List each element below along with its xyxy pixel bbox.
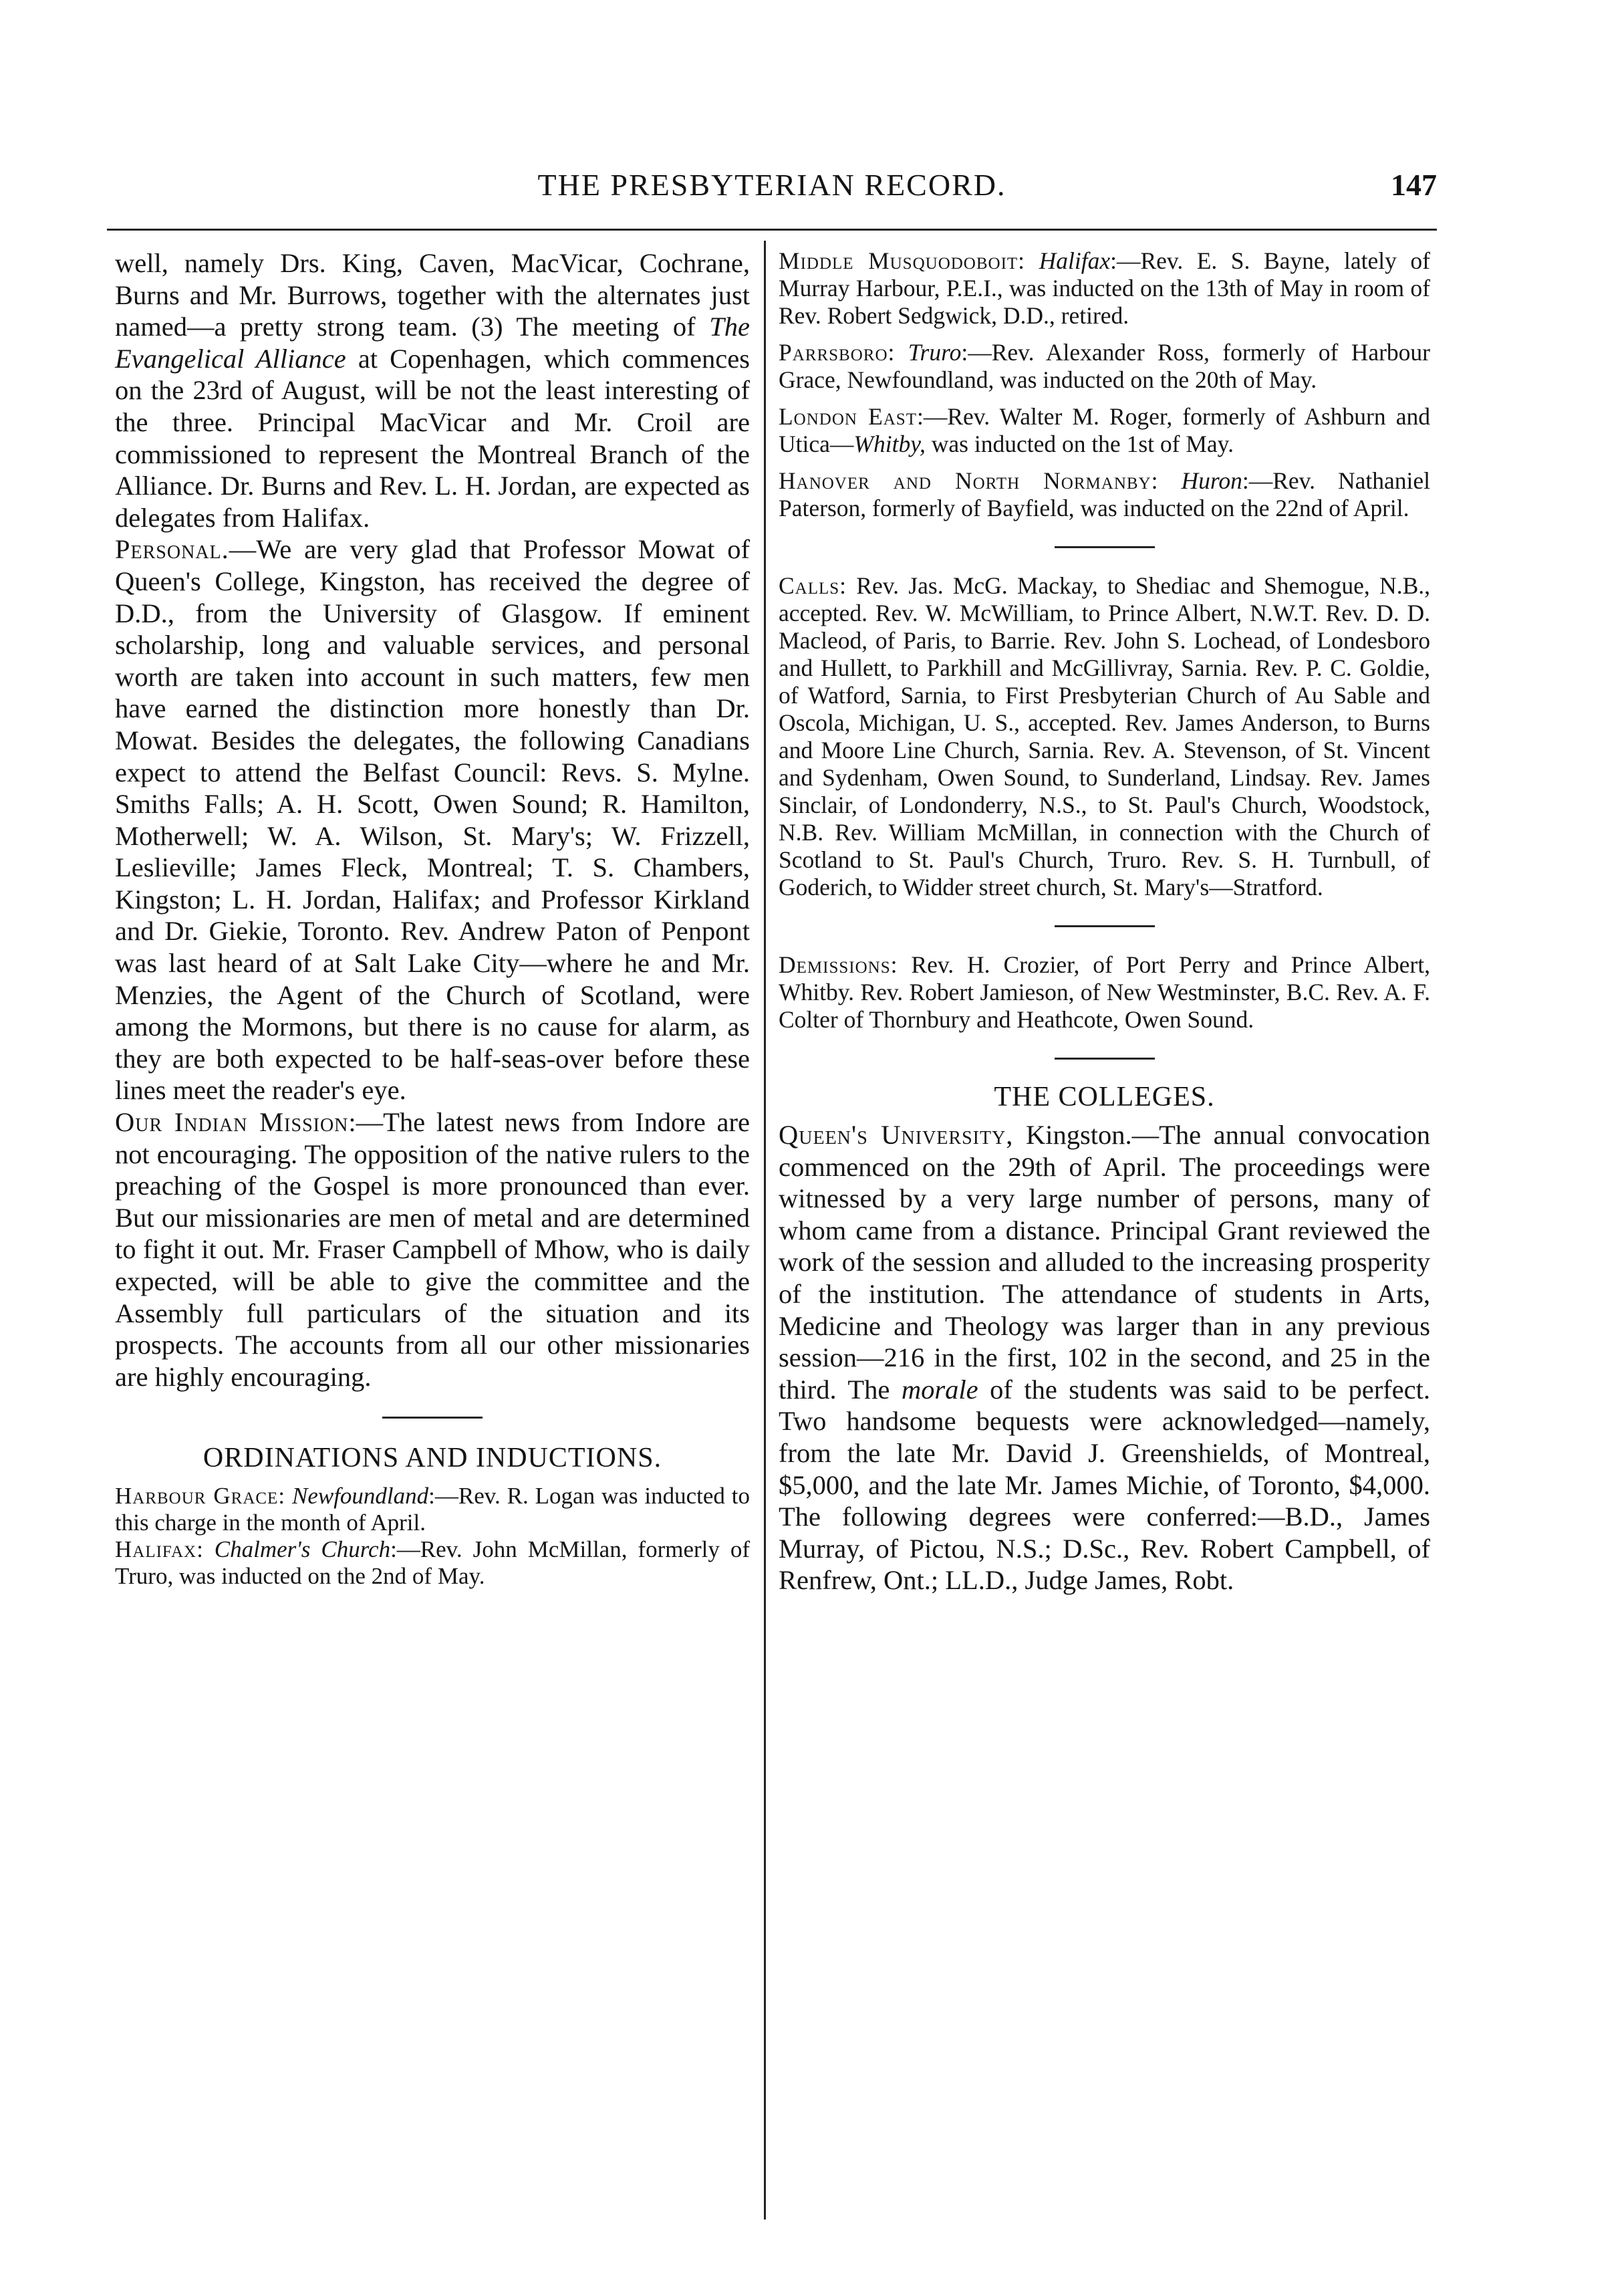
section-rule (1055, 1058, 1155, 1060)
section-rule (1055, 925, 1155, 927)
right-column (779, 247, 1430, 1596)
entry-london-east: London East:—Rev. Walter M. Roger, formerly of Ashburn and Utica—Whitby, was inducted on the 1st of May. (779, 403, 1430, 457)
paragraph-alliance: well, namely Drs. King, Caven, MacVicar, Cochrane, Burns and Mr. Burrows, together with the alternates just named—a pretty strong team. (3) The meeting of The Evangelical Alliance at Copenhagen, which commences on the 23rd of August, will be not the least interesting of the three. Principal MacVicar and Mr. Croil are commissioned to represent the Montreal Branch of the Alliance. Dr. Burns and Rev. L. H. Jordan, are expected as delegates from Halifax. (115, 248, 750, 533)
running-title: THE PRESBYTERIAN RECORD. (537, 168, 1006, 202)
left-column (115, 247, 750, 1590)
section-rule (1055, 546, 1155, 548)
entry-harbour-grace: Harbour Grace: Newfoundland:—Rev. R. Logan was inducted to this charge in the month of April. (115, 1482, 751, 1536)
entry-hanover: Hanover and North Normanby: Huron:—Rev. Nathaniel Paterson, formerly of Bayfield, was inducted on the 22nd of April. (779, 467, 1430, 521)
mission-label: Our Indian Mission (115, 1107, 349, 1138)
ordinations-heading: ORDINATIONS AND INDUCTIONS. (202, 1443, 662, 1474)
page-number: 147 (1391, 168, 1437, 202)
page-header (107, 167, 1437, 214)
column-divider (764, 241, 766, 2219)
colleges-heading: THE COLLEGES. (994, 1082, 1215, 1112)
entry-queens-university: Queen's University, Kingston.—The annual convocation commenced on the 29th of April. The proceedings were witnessed by a very large number of persons, many of whom came from a distance. Principal Grant reviewed the work of the session and alluded to the increasing prosperity of the institution. The attendance of students in Arts, Medicine and Theology was larger than in any previous session—216 in the first, 102 in the second, and 25 in the third. The morale of the students was said to be perfect. Two handsome bequests were acknowledged—namely, from the late Mr. David J. Greenshields, of Montreal, $5,000, and the late Mr. James Michie, of Toronto, $4,000. The following degrees were conferred:—B.D., James Murray, of Pictou, N.S.; D.Sc., Rev. Robert Campbell, of Renfrew, Ont.; LL.D., Judge James, Robt. (779, 1120, 1430, 1596)
entry-parrsboro: Parrsboro: Truro:—Rev. Alexander Ross, formerly of Harbour Grace, Newfoundland, was inducted on the 20th of May. (779, 339, 1430, 393)
header-rule (107, 229, 1437, 231)
entry-demissions: Demissions: Rev. H. Crozier, of Port Perry and Prince Albert, Whitby. Rev. Robert Jamieson, of New Westminster, B.C. Rev. A. F. Colter of Thornbury and Heathcote, Owen Sound. (779, 951, 1430, 1033)
personal-label: Personal. (115, 534, 229, 565)
paragraph-personal: Personal.—We are very glad that Professor Mowat of Queen's College, Kingston, has received the degree of D.D., from the University of Glasgow. If eminent scholarship, long and valuable services, and personal worth are taken into account in such matters, few men have earned the distinction more honestly than Dr. Mowat. Besides the delegates, the following Canadians expect to attend the Belfast Council: Revs. S. Mylne. Smiths Falls; A. H. Scott, Owen Sound; R. Hamilton, Motherwell; W. A. Wilson, St. Mary's; W. Frizzell, Leslieville; James Fleck, Montreal; T. S. Chambers, Kingston; L. H. Jordan, Halifax; and Professor Kirkland and Dr. Giekie, Toronto. Rev. Andrew Paton of Penpont was last heard of at Salt Lake City—where he and Mr. Menzies, the Agent of the Church of Scotland, were among the Mormons, but there is no cause for alarm, as they are both expected to be half-seas-over before these lines meet the reader's eye. (115, 534, 750, 1106)
section-rule (382, 1417, 483, 1419)
paragraph-indian-mission: Our Indian Mission:—The latest news from Indore are not encouraging. The opposition of the native rulers to the preaching of the Gospel is more pronounced than ever. But our missionaries are men of metal and are determined to fight it out. Mr. Fraser Campbell of Mhow, who is daily expected, will be able to give the committee and the Assembly full particulars of the situation and its prospects. The accounts from all our other missionaries are highly encouraging. (115, 1107, 750, 1392)
entry-musquodoboit: Middle Musquodoboit: Halifax:—Rev. E. S. Bayne, lately of Murray Harbour, P.E.I., was inducted on the 13th of May in room of Rev. Robert Sedgwick, D.D., retired. (779, 247, 1430, 329)
entry-halifax: Halifax: Chalmer's Church:—Rev. John McMillan, formerly of Truro, was inducted on the 2nd of May. (115, 1536, 751, 1589)
entry-calls: Calls: Rev. Jas. McG. Mackay, to Shediac and Shemogue, N.B., accepted. Rev. W. McWilliam, to Prince Albert, N.W.T. Rev. D. D. Macleod, of Paris, to Barrie. Rev. John S. Lochead, of Londesboro and Hullett, to Parkhill and McGillivray, Sarnia. Rev. P. C. Goldie, of Watford, Sarnia, to First Presbyterian Church of Au Sable and Oscola, Michigan, U. S., accepted. Rev. James Anderson, to Burns and Moore Line Church, Sarnia. Rev. A. Stevenson, of St. Vincent and Sydenham, Owen Sound, to Sunderland, Lindsay. Rev. James Sinclair, of Londonderry, N.S., to St. Paul's Church, Woodstock, N.B. Rev. William McMillan, in connection with the Church of Scotland to St. Paul's Church, Truro. Rev. S. H. Turnbull, of Goderich, to Widder street church, St. Mary's—Stratford. (779, 572, 1430, 900)
